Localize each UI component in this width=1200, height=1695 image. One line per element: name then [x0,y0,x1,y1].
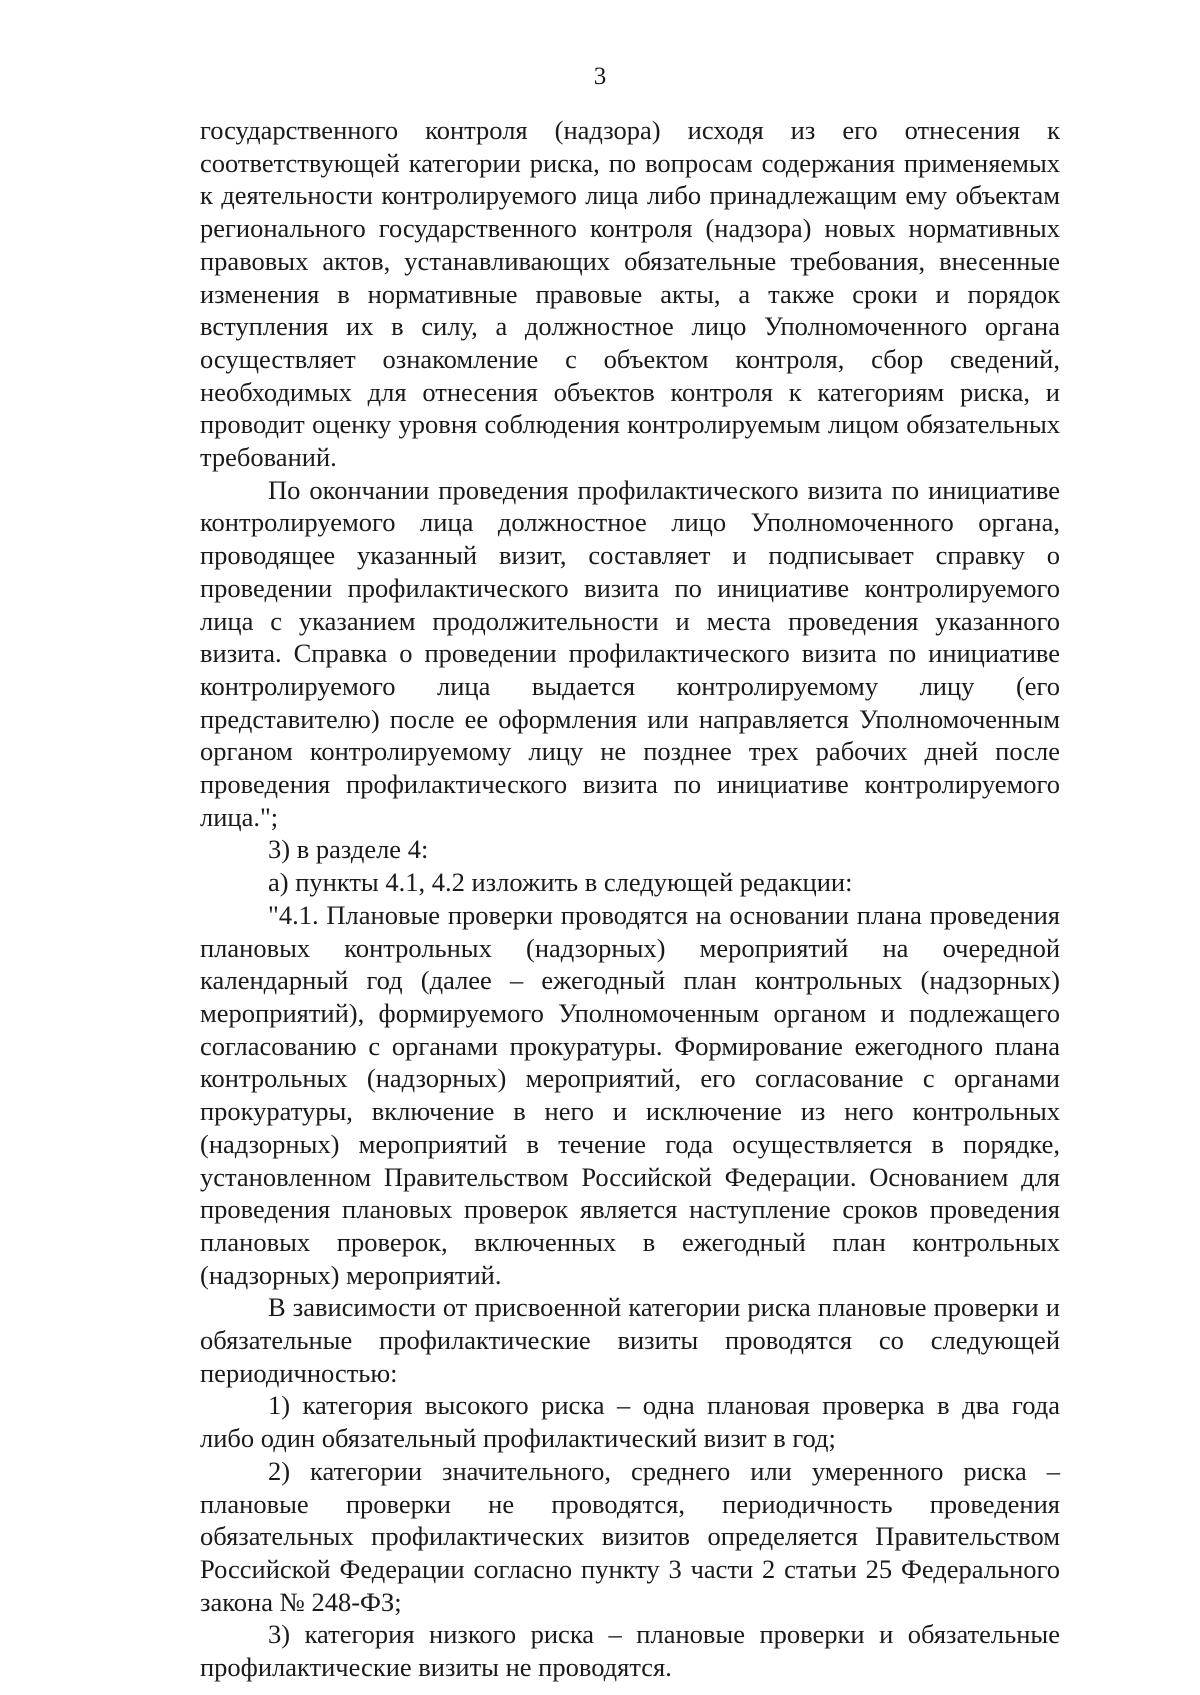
paragraph-section-4: 3) в разделе 4: [268,834,429,865]
paragraph-4-1-planned-inspections: "4.1. Плановые проверки проводятся на основании плана проведения плановых контрольных (надзорных) мероприятий на очередной календарный год (далее – ежегодный план контрольных (надзорных) мероприятий), формируемого Уполномоченным органом и подлежащего согласованию с органами прокуратуры. Формирование ежегодного плана контрольных (надзорных) мероприятий, его согласование с органами прокуратуры, включение в него и исключение из него контрольных (надзорных) мероприятий в течение года осуществляется в порядке, установленном Правительством Российской Федерации. Основанием для проведения плановых проверок является наступление сроков проведения плановых проверок, включенных в ежегодный план контрольных (надзорных) мероприятий. [200,899,1060,1290]
paragraph-risk-periodicity: В зависимости от присвоенной категории риска плановые проверки и обязательные профилактические визиты проводятся со следующей периодичностью: [200,1292,1060,1388]
list-item-low-risk: 3) категория низкого риска – плановые проверки и обязательные профилактические визиты не проводятся. [200,1619,1060,1683]
paragraph-continuation: государственного контроля (надзора) исходя из его отнесения к соответствующей категории риска, по вопросам содержания применяемых к деятельности контролируемого лица либо принадлежащим ему объектам регионального государственного контроля (надзора) новых нормативных правовых актов, устанавливающих обязательные требования, внесенные изменения в нормативные правовые акты, а также сроки и порядок вступления их в силу, а должностное лицо Уполномоченного органа осуществляет ознакомление с объектом контроля, сбор сведений, необходимых для отнесения объектов контроля к категориям риска, и проводит оценку уровня соблюдения контролируемым лицом обязательных требований. [200,115,1060,473]
paragraph-clauses-4-1-4-2: а) пункты 4.1, 4.2 изложить в следующей редакции: [268,867,853,898]
page-number: 3 [593,63,607,90]
paragraph-visit-certificate: По окончании проведения профилактического визита по инициативе контролируемого лица должностное лицо Уполномоченного органа, проводящее указанный визит, составляет и подписывает справку о проведении профилактического визита по инициативе контролируемого лица с указанием продолжительности и места проведения указанного визита. Справка о проведении профилактического визита по инициативе контролируемого лица выдается контролируемому лицу (его представителю) после ее оформления или направляется Уполномоченным органом контролируемому лицу не позднее трех рабочих дней после проведения профилактического визита по инициативе контролируемого лица."; [200,474,1060,832]
document-body [200,114,1060,1684]
list-item-high-risk: 1) категория высокого риска – одна плановая проверка в два года либо один обязательный профилактический визит в год; [200,1390,1060,1454]
list-item-medium-risk: 2) категории значительного, среднего или умеренного риска – плановые проверки не проводятся, периодичность проведения обязательных профилактических визитов определяется Правительством Российской Федерации согласно пункту 3 части 2 статьи 25 Федерального закона № 248-ФЗ; [200,1455,1060,1617]
